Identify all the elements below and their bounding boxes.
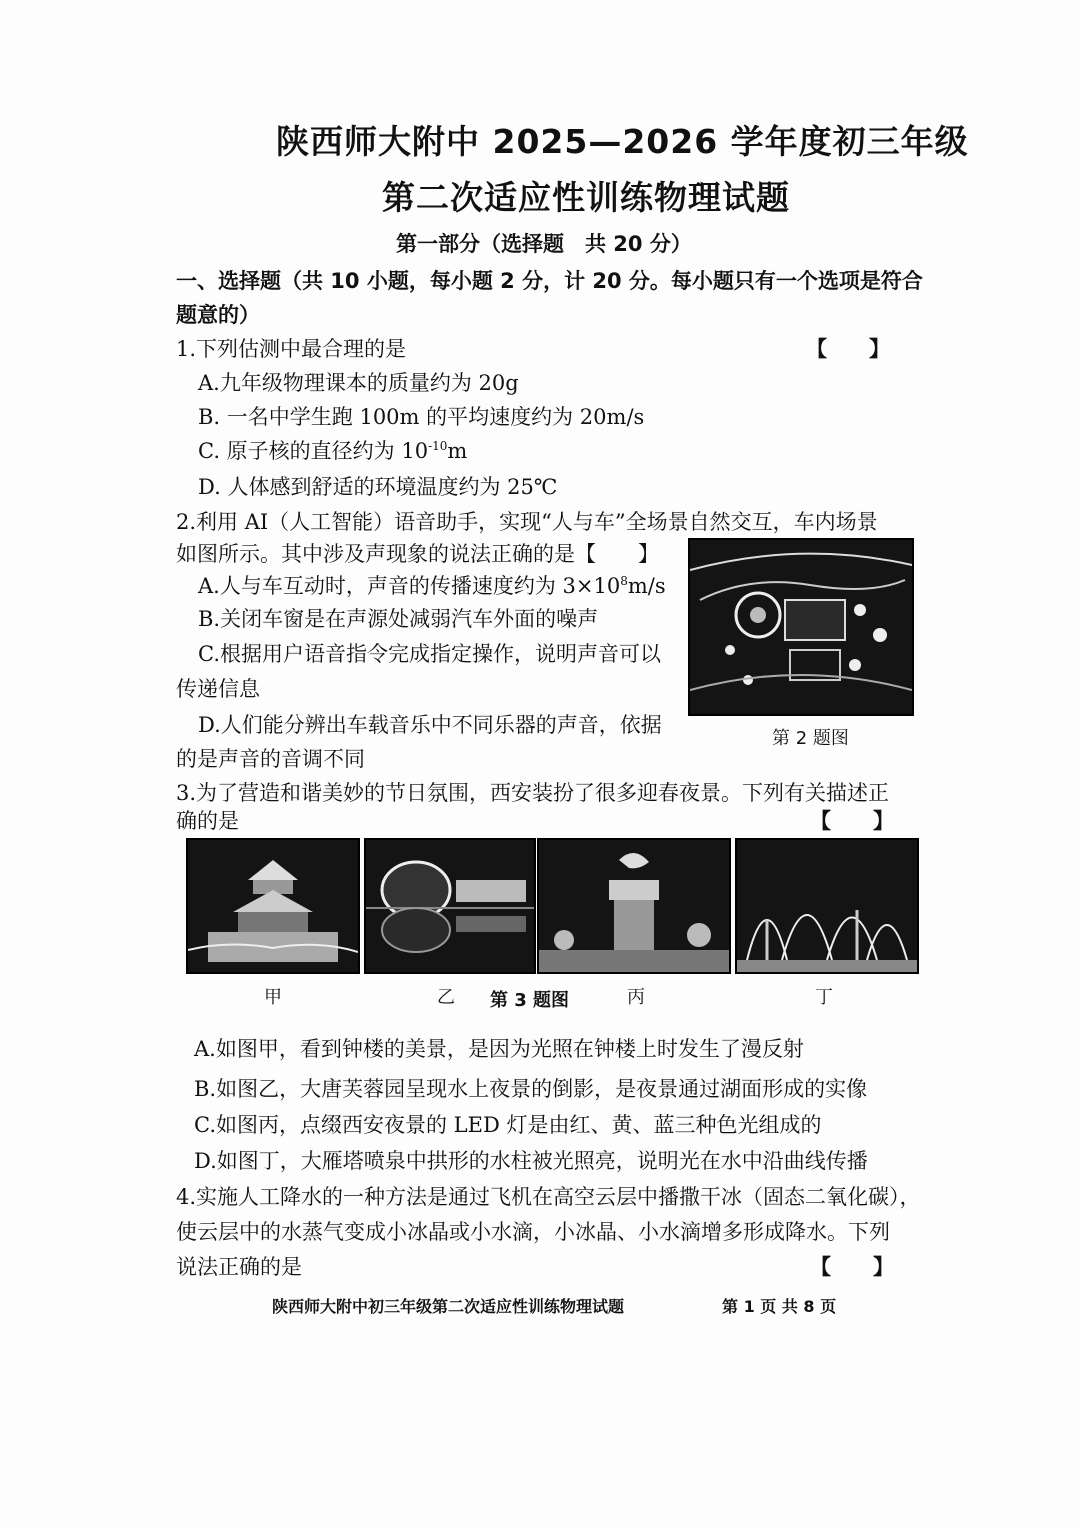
q2-option-c-line1: C.根据用户语音指令完成指定操作，说明声音可以 [198, 642, 661, 666]
q3-label-jia: 甲 [264, 987, 282, 1008]
q1-stem: 1.下列估测中最合理的是 [176, 337, 407, 361]
q3-label-yi: 乙 [437, 987, 455, 1008]
part-title: 第一部分（选择题 共 20 分） [396, 232, 692, 256]
q2-car-interior-image [688, 538, 914, 716]
q2-stem-2: 如图所示。其中涉及声现象的说法正确的是【 】 [176, 542, 659, 566]
q3-option-a: A.如图甲，看到钟楼的美景，是因为光照在钟楼上时发生了漫反射 [194, 1037, 804, 1061]
q2-option-b: B.关闭车窗是在声源处减弱汽车外面的噪声 [198, 607, 599, 631]
title-line-1: 陕西师大附中 2025—2026 学年度初三年级 [276, 122, 969, 161]
title-line-2: 第二次适应性训练物理试题 [382, 178, 790, 217]
q3-option-b: B.如图乙，大唐芙蓉园呈现水上夜景的倒影，是夜景通过湖面形成的实像 [194, 1077, 868, 1101]
q4-stem-3: 说法正确的是 [176, 1255, 302, 1279]
section-instruction-1: 一、选择题（共 10 小题，每小题 2 分，计 20 分。每小题只有一个选项是符合 [176, 269, 923, 293]
q4-stem-1: 4.实施人工降水的一种方法是通过飞机在高空云层中播撒干冰（固态二氧化碳）， [176, 1185, 921, 1209]
q2-stem-1: 2.利用 AI（人工智能）语音助手，实现“人与车”全场景自然交互，车内场景 [176, 510, 878, 534]
q1-option-c: C. 原子核的直径约为 $10^{-10}m$ [198, 439, 468, 463]
q3-label-ding: 丁 [815, 987, 833, 1008]
q3-answer-bracket: 【 】 [810, 809, 894, 833]
q2-option-d-line2: 的是声音的音调不同 [176, 747, 365, 771]
q4-answer-bracket: 【 】 [810, 1255, 894, 1279]
footer-exam-name: 陕西师大附中初三年级第二次适应性训练物理试题 [272, 1297, 625, 1316]
q3-stem-1: 3.为了营造和谐美妙的节日氛围，西安装扮了很多迎春夜景。下列有关描述正 [176, 781, 890, 805]
q3-option-c: C.如图丙，点缀西安夜景的 LED 灯是由红、黄、蓝三种色光组成的 [194, 1113, 822, 1137]
q3-figure-jia-bell-tower [186, 838, 360, 974]
q3-figure-ding-fountain [735, 838, 919, 974]
q3-figure-yi-lake-reflection [364, 838, 536, 974]
q1-option-b: B. 一名中学生跑 100m 的平均速度约为 20m/s [198, 405, 645, 429]
section-instruction-2: 题意的） [176, 303, 260, 327]
q2-option-c-line2: 传递信息 [176, 677, 260, 701]
q3-figure-caption: 第 3 题图 [490, 990, 570, 1011]
q3-stem-2: 确的是 [176, 809, 239, 833]
q4-stem-2: 使云层中的水蒸气变成小冰晶或小水滴，小冰晶、小水滴增多形成降水。下列 [176, 1220, 890, 1244]
q2-figure-caption: 第 2 题图 [772, 728, 849, 749]
q1-option-d: D. 人体感到舒适的环境温度约为 25℃ [198, 475, 558, 499]
q2-option-d-line1: D.人们能分辨出车载音乐中不同乐器的声音，依据 [198, 713, 662, 737]
footer-page-info: 第 1 页 共 8 页 [722, 1297, 837, 1316]
q3-figure-bing-led-lights [537, 838, 731, 974]
q1-answer-bracket: 【 】 [806, 337, 890, 361]
q3-label-bing: 丙 [627, 987, 645, 1008]
q2-option-a: A.人与车互动时，声音的传播速度约为 $3\times 10^8m/s$ [198, 574, 666, 598]
q1-option-a: A.九年级物理课本的质量约为 20g [198, 371, 519, 395]
q3-option-d: D.如图丁，大雁塔喷泉中拱形的水柱被光照亮，说明光在水中沿曲线传播 [194, 1149, 868, 1173]
